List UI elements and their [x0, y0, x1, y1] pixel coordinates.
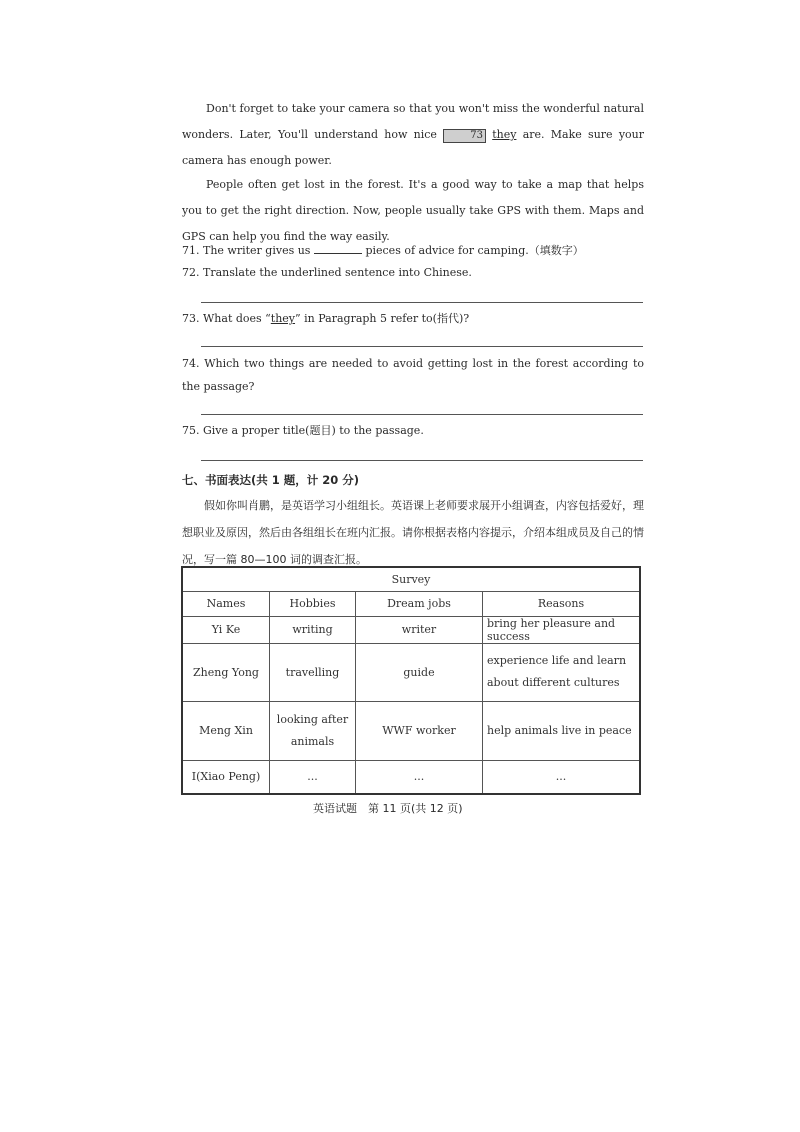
question-73	[182, 308, 644, 330]
header-names: Names	[182, 591, 270, 616]
question-74: 74. Which two things are needed to avoid getting lost in the forest according to the passage?	[182, 357, 644, 393]
section-title-writing: 七、书面表达(共 1 题，计 20 分)	[182, 473, 360, 487]
cell-dream-job: ...	[356, 760, 483, 794]
answer-line-74[interactable]	[201, 414, 643, 415]
cell-name: Zheng Yong	[182, 643, 270, 701]
answer-line-72[interactable]	[201, 302, 643, 303]
cell-hobby: writing	[270, 616, 356, 643]
table-row	[182, 616, 640, 643]
page-footer: 英语试题 第 11 页(共 12 页)	[313, 802, 463, 815]
question-71-text-start: 71. The writer gives us	[182, 244, 314, 257]
table-header-row	[182, 591, 640, 616]
question-71	[182, 240, 644, 262]
paragraph-5-text-end: are. Make sure your camera has enough power.	[182, 128, 644, 167]
table-row	[182, 760, 640, 794]
survey-table	[181, 566, 641, 795]
question-71-blank[interactable]	[314, 243, 362, 254]
question-72: 72. Translate the underlined sentence into Chinese.	[182, 266, 472, 279]
cell-name: Meng Xin	[182, 701, 270, 760]
answer-line-73[interactable]	[201, 346, 643, 347]
underlined-they: they	[492, 128, 517, 141]
cell-reason: help animals live in peace	[483, 701, 641, 760]
cell-reason: ...	[483, 760, 641, 794]
paragraph-5-text-start: Don't forget to take your camera so that you won't miss the wonderful natural wonders. Later, You'll understand how nice	[182, 102, 644, 141]
header-dream-jobs: Dream jobs	[356, 591, 483, 616]
table-row	[182, 701, 640, 760]
cell-reason: experience life and learn about different cultures	[483, 643, 641, 701]
cell-hobby: ...	[270, 760, 356, 794]
question-71-text-end: pieces of advice for camping.（填数字）	[361, 244, 584, 257]
writing-instructions: 假如你叫肖鹏，是英语学习小组组长。英语课上老师要求展开小组调查，内容包括爱好，理想职业及原因，然后由各组组长在班内汇报。请你根据表格内容提示，介绍本组成员及自己的情况，写一篇 80—100 词的调查汇报。	[182, 499, 644, 566]
header-hobbies: Hobbies	[270, 591, 356, 616]
cell-name: I(Xiao Peng)	[182, 760, 270, 794]
header-reasons: Reasons	[483, 591, 641, 616]
survey-caption: Survey	[182, 567, 640, 591]
cell-reason: bring her pleasure and success	[483, 616, 641, 643]
passage-paragraph-5	[182, 96, 644, 174]
cell-hobby: looking after animals	[270, 701, 356, 760]
question-73-text-start: 73. What does “	[182, 312, 271, 325]
question-73-text-end: ” in Paragraph 5 refer to(指代)?	[295, 312, 470, 325]
cell-name: Yi Ke	[182, 616, 270, 643]
question-75: 75. Give a proper title(题目) to the passage.	[182, 424, 424, 437]
answer-line-75[interactable]	[201, 460, 643, 461]
table-row	[182, 643, 640, 701]
cell-dream-job: guide	[356, 643, 483, 701]
question-73-they: they	[270, 312, 296, 325]
cell-hobby: travelling	[270, 643, 356, 701]
cell-dream-job: writer	[356, 616, 483, 643]
passage-paragraph-6: People often get lost in the forest. It's a good way to take a map that helps you to get the right direction. Now, people usually take GPS with them. Maps and GPS can help you find the way easily.	[182, 178, 644, 243]
question-73-marker: 73	[443, 129, 486, 143]
cell-dream-job: WWF worker	[356, 701, 483, 760]
